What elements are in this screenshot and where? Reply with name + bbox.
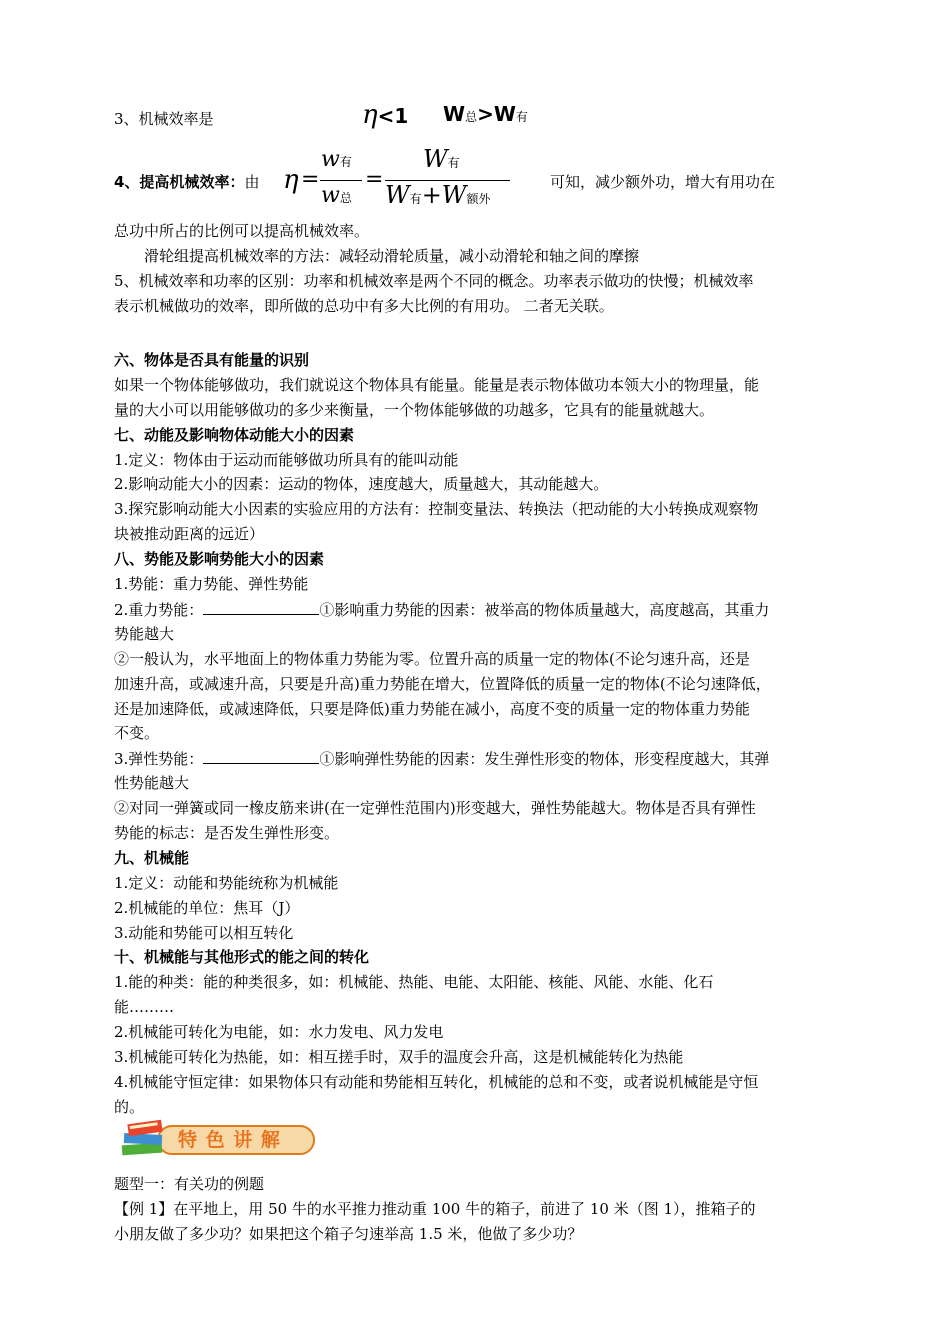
- text-line: 3.动能和势能可以相互转化: [114, 924, 294, 942]
- section-heading-9: 九、机械能: [114, 849, 190, 867]
- example-line: 【例 1】在平地上，用 50 牛的水平推力推动重 100 牛的箱子，前进了 10 米（图 1），推箱子的: [114, 1200, 756, 1218]
- text-line: 3.探究影响动能大小因素的实验应用的方法有：控制变量法、转换法（把动能的大小转换成观察物: [114, 500, 759, 518]
- efficiency-formula: η = w有 w总 = W有 W有+W额外: [283, 145, 513, 215]
- text-line: 表示机械做功的效率，即所做的总功中有多大比例的有用功。 二者无关联。: [114, 297, 614, 315]
- text-line: 2.机械能的单位：焦耳（J）: [114, 899, 300, 917]
- text-line: 题型一：有关功的例题: [114, 1175, 265, 1193]
- section-heading-6: 六、物体是否具有能量的识别: [114, 351, 310, 369]
- fill-blank-elastic: [203, 749, 319, 764]
- text-line: 不变。: [114, 724, 160, 742]
- text-line: 1.能的种类：能的种类很多，如：机械能、热能、电能、太阳能、核能、风能、水能、化石: [114, 973, 714, 991]
- text-line: 4.机械能守恒定律：如果物体只有动能和势能相互转化，机械能的总和不变，或者说机械能是守恒: [114, 1073, 759, 1091]
- text-line: 能………: [114, 998, 175, 1016]
- text-line: 加速升高，或减速升高，只要是升高)重力势能在增大，位置降低的质量一定的物体(不论匀速降低，: [114, 675, 771, 693]
- text-line: 还是加速降低，或减速降低，只要是降低)重力势能在减小，高度不变的质量一定的物体重力势能: [114, 700, 750, 718]
- text-line: 1.势能：重力势能、弹性势能: [114, 575, 309, 593]
- text-line: 1.定义：物体由于运动而能够做功所具有的能叫动能: [114, 451, 459, 469]
- eta-less-than-one: η<1: [362, 100, 409, 130]
- fraction-bar-1: [320, 180, 362, 181]
- text-line: 5、机械效率和功率的区别：功率和机械效率是两个不同的概念。功率表示做功的快慢；机械效率: [114, 272, 754, 290]
- line4-label: 4、提高机械效率：: [114, 173, 245, 191]
- feature-banner: [118, 1118, 318, 1162]
- text-line: 2.机械能可转化为电能，如：水力发电、风力发电: [114, 1023, 444, 1041]
- efficiency-line-4: [114, 173, 259, 191]
- text-line: 3.机械能可转化为热能，如：相互搓手时，双手的温度会升高，这是机械能转化为热能: [114, 1048, 684, 1066]
- text-line: 2.重力势能： ①影响重力势能的因素：被举高的物体质量越大，高度越高，其重力: [114, 601, 770, 619]
- text-line: 3.弹性势能： ①影响弹性势能的因素：发生弹性形变的物体，形变程度越大，其弹: [114, 750, 770, 768]
- text-line: 滑轮组提高机械效率的方法：减轻动滑轮质量，减小动滑轮和轴之间的摩擦: [144, 247, 640, 265]
- section-heading-7: 七、动能及影响物体动能大小的因素: [114, 426, 355, 444]
- efficiency-line-3: [114, 110, 214, 128]
- text-line: 2.影响动能大小的因素：运动的物体，速度越大，质量越大，其动能越大。: [114, 475, 609, 493]
- example-line: 小朋友做了多少功？如果把这个箱子匀速举高 1.5 米，他做了多少功？: [114, 1225, 583, 1243]
- banner-text: 特 色 讲 解: [178, 1129, 281, 1151]
- text-line: ②对同一弹簧或同一橡皮筋来讲(在一定弹性范围内)形变越大，弹性势能越大。物体是否具有弹性: [114, 799, 756, 817]
- text-line: 性势能越大: [114, 774, 190, 792]
- text-line: 量的大小可以用能够做功的多少来衡量，一个物体能够做的功越多，它具有的能量就越大。: [114, 401, 715, 419]
- text-line: 势能越大: [114, 625, 175, 643]
- line4-you: 由: [244, 173, 260, 191]
- text-line: 总功中所占的比例可以提高机械效率。: [114, 222, 370, 240]
- line3-text: 3、机械效率是: [114, 110, 214, 128]
- section-heading-8: 八、势能及影响势能大小的因素: [114, 550, 325, 568]
- line4-after: 可知，减少额外功，增大有用功在: [550, 173, 776, 191]
- section-heading-10: 十、机械能与其他形式的能之间的转化: [114, 948, 370, 966]
- text-line: 如果一个物体能够做功，我们就说这个物体具有能量。能量是表示物体做功本领大小的物理量，能: [114, 376, 760, 394]
- text-line: ②一般认为，水平地面上的物体重力势能为零。位置升高的质量一定的物体(不论匀速升高，还是: [114, 650, 750, 668]
- fill-blank-gravity: [203, 600, 319, 615]
- text-line: 的。: [114, 1098, 145, 1116]
- text-line: 块被推动距离的远近）: [114, 525, 265, 543]
- text-line: 势能的标志：是否发生弹性形变。: [114, 824, 340, 842]
- text-line: 1.定义：动能和势能统称为机械能: [114, 874, 339, 892]
- w-total-greater-w-useful: W总>W有: [443, 102, 528, 126]
